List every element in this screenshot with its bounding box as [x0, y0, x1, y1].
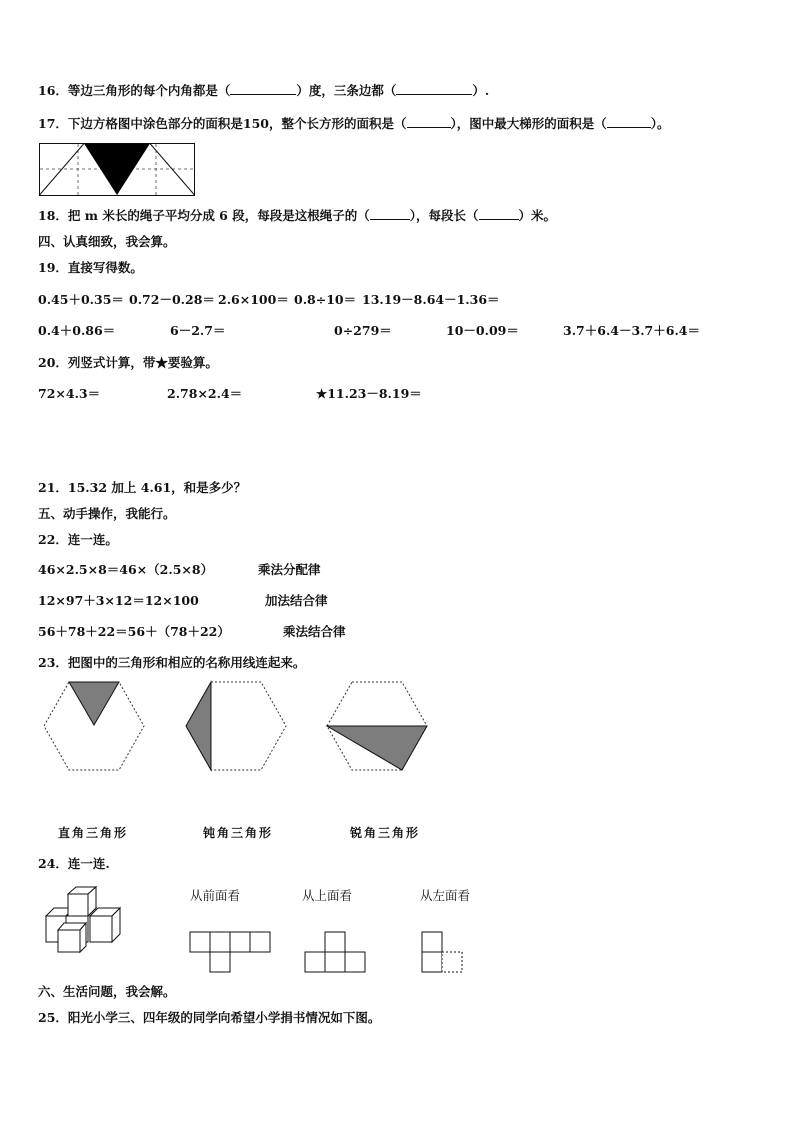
answer-blank[interactable] [396, 83, 472, 95]
vertical-calc-item: ★11.23－8.19＝ [316, 386, 422, 401]
calc-item: 3.7＋6.4－3.7＋6.4＝ [563, 323, 700, 338]
calc-item: 10－0.09＝ [446, 323, 519, 338]
view-label[interactable]: 从左面看 [420, 888, 471, 903]
front-view-figure[interactable] [189, 931, 271, 973]
question-19-title: 19．直接写得数。 [38, 260, 143, 275]
section-4-heading: 四、认真细致，我会算。 [38, 234, 176, 249]
law-name-item[interactable]: 乘法分配律 [258, 562, 321, 577]
hexagon-figure-1[interactable] [43, 681, 145, 771]
answer-blank[interactable] [370, 208, 410, 220]
question-23-title: 23．把图中的三角形和相应的名称用线连起来。 [38, 655, 306, 670]
calc-item: 0÷279＝ [334, 323, 392, 338]
question-18: 18．把 m 米长的绳子平均分成 6 段，每段是这根绳子的（ ），每段长（ ）米。 [38, 208, 557, 223]
calc-item: 2.6×100＝ [218, 292, 289, 307]
section-5-heading: 五、动手操作，我能行。 [38, 506, 176, 521]
question-25: 25．阳光小学三、四年级的同学向希望小学捐书情况如下图。 [38, 1010, 381, 1025]
answer-blank[interactable] [230, 83, 296, 95]
hexagon-figure-2[interactable] [185, 681, 287, 771]
question-21: 21．15.32 加上 4.61，和是多少？ [38, 480, 247, 495]
calc-item: 6－2.7＝ [170, 323, 226, 338]
law-name-item[interactable]: 加法结合律 [265, 593, 328, 608]
top-view-figure[interactable] [304, 931, 366, 973]
triangle-name-label[interactable]: 直角三角形 [58, 826, 129, 840]
calc-item: 0.72－0.28＝ [129, 292, 215, 307]
view-label[interactable]: 从前面看 [190, 888, 241, 903]
question-22-title: 22．连一连。 [38, 532, 118, 547]
question-16: 16．等边三角形的每个内角都是（ ）度，三条边都（ ）. [38, 83, 490, 98]
vertical-calc-item: 2.78×2.4＝ [167, 386, 243, 401]
answer-blank[interactable] [479, 208, 519, 220]
triangle-name-label[interactable]: 锐角三角形 [350, 826, 421, 840]
expression-item[interactable]: 12×97＋3×12＝12×100 [38, 593, 199, 608]
law-name-item[interactable]: 乘法结合律 [283, 624, 346, 639]
calc-item: 0.8÷10＝ [294, 292, 357, 307]
expression-item[interactable]: 56＋78＋22＝56＋（78＋22） [38, 624, 230, 639]
expression-item[interactable]: 46×2.5×8＝46×（2.5×8） [38, 562, 214, 577]
calc-item: 0.4＋0.86＝ [38, 323, 116, 338]
calc-item: 13.19－8.64－1.36＝ [362, 292, 500, 307]
triangle-name-label[interactable]: 钝角三角形 [203, 826, 274, 840]
cube-stack-figure [44, 886, 132, 954]
grid-trapezoid-figure [39, 143, 195, 196]
calc-item: 0.45＋0.35＝ [38, 292, 124, 307]
question-17: 17．下边方格图中涂色部分的面积是150，整个长方形的面积是（ ），图中最大梯形的面积是（ ）。 [38, 116, 670, 131]
left-view-figure[interactable] [421, 931, 467, 973]
hexagon-figure-3[interactable] [326, 681, 428, 771]
section-6-heading: 六、生活问题，我会解。 [38, 984, 176, 999]
answer-blank[interactable] [607, 116, 651, 128]
question-20-title: 20．列竖式计算，带★要验算。 [38, 355, 218, 370]
vertical-calc-item: 72×4.3＝ [38, 386, 101, 401]
view-label[interactable]: 从上面看 [302, 888, 353, 903]
answer-blank[interactable] [407, 116, 451, 128]
question-24-title: 24．连一连. [38, 856, 110, 871]
